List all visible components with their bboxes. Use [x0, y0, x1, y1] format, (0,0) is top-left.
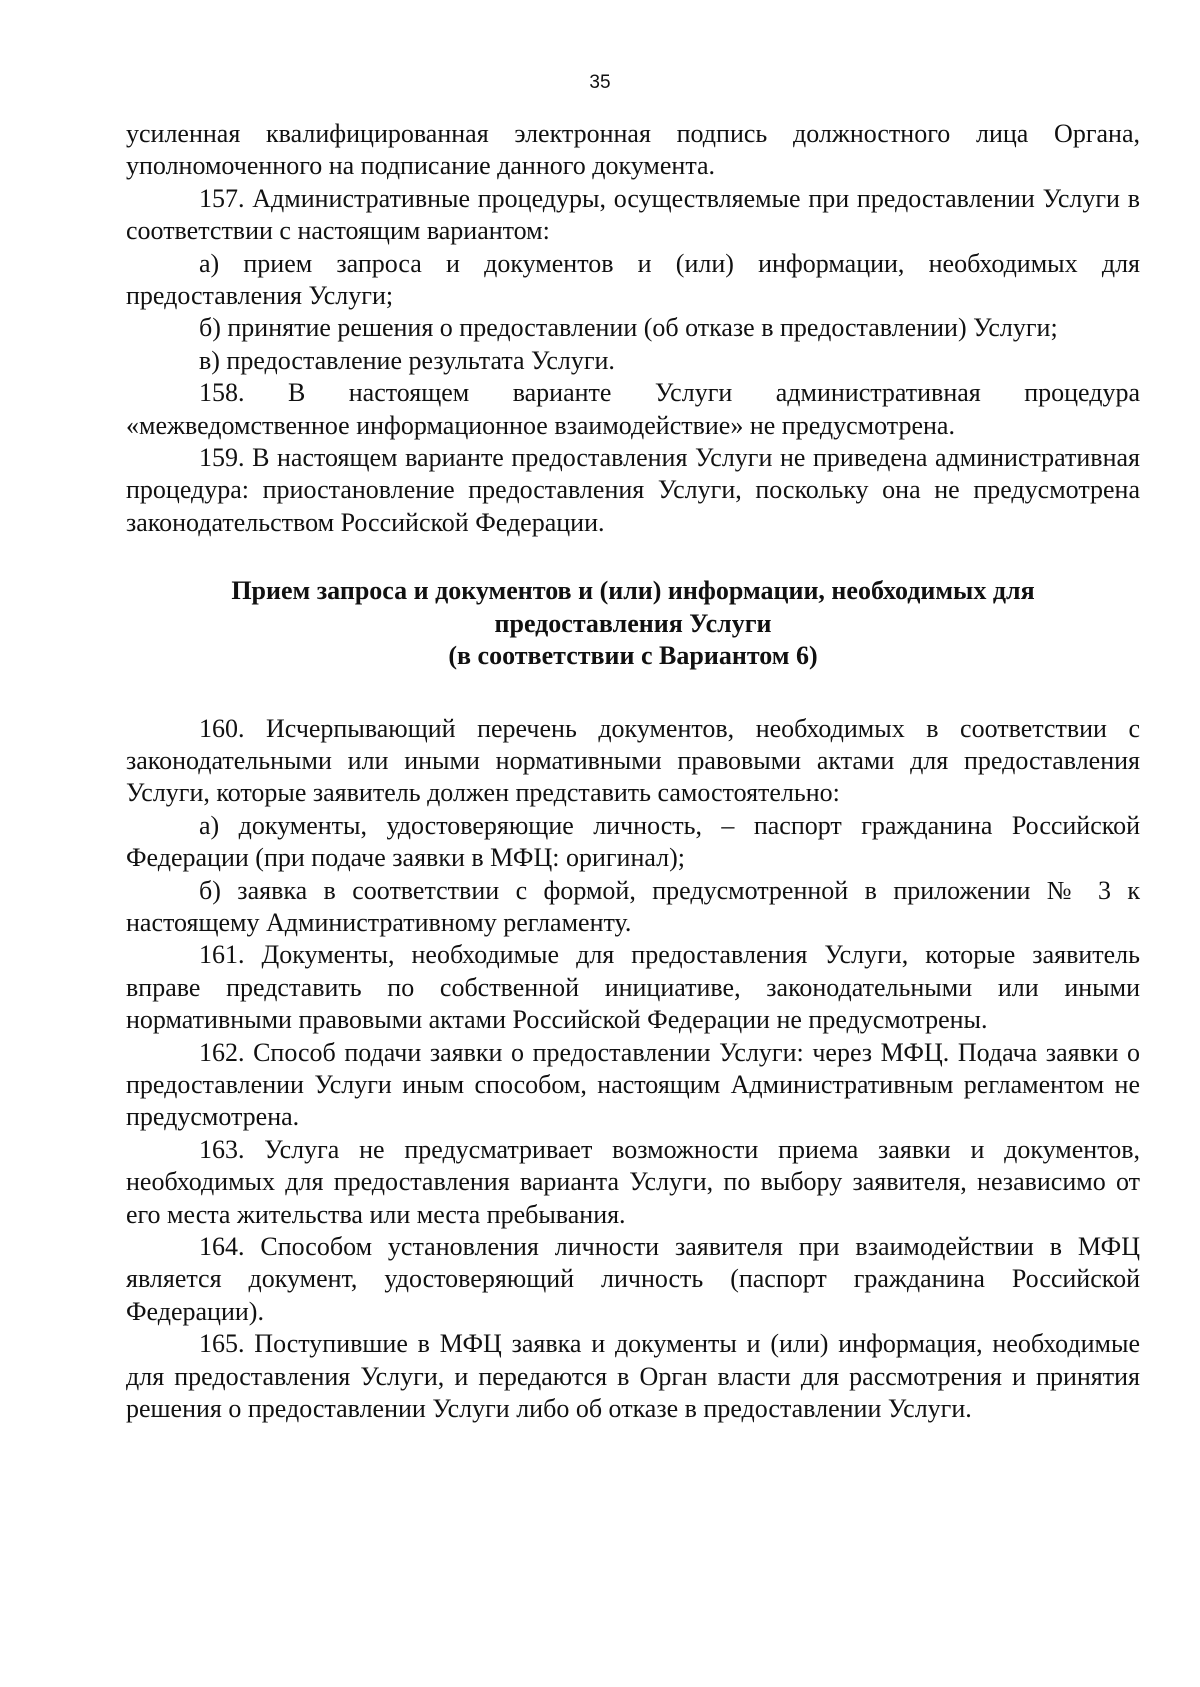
- section-heading: [126, 575, 1140, 672]
- paragraph-157-a: а) прием запроса и документов и (или) информации, необходимых для предоставления Услуги;: [126, 248, 1140, 311]
- page-number: 35: [589, 72, 611, 93]
- section-heading-line-2: предоставления Услуги: [494, 608, 772, 638]
- paragraph-162: 162. Способ подачи заявки о предоставлении Услуги: через МФЦ. Подача заявки о предоставлении Услуги иным способом, настоящим Административным регламентом не предусмотрена.: [126, 1037, 1140, 1132]
- paragraph-160-b: б) заявка в соответствии с формой, предусмотренной в приложении № 3 к настоящему Административному регламенту.: [126, 875, 1140, 937]
- paragraph-161: 161. Документы, необходимые для предоставления Услуги, которые заявитель вправе представить по собственной инициативе, законодательными или иными нормативными правовыми актами Российской Федерации не предусмотрены.: [126, 940, 1140, 1035]
- paragraph-160: 160. Исчерпывающий перечень документов, необходимых в соответствии с законодательными или иными нормативными правовыми актами для предоставления Услуги, которые заявитель должен представить самостоятельно:: [126, 713, 1140, 808]
- section-heading-line-1: Прием запроса и документов и (или) информации, необходимых для: [231, 576, 1035, 606]
- paragraph-158: 158. В настоящем варианте Услуги административная процедура «межведомственное информационное взаимодействие» не предусмотрена.: [126, 378, 1140, 440]
- document-body: [126, 118, 1140, 1425]
- paragraph-157-b: б) принятие решения о предоставлении (об отказе в предоставлении) Услуги;: [199, 313, 1058, 343]
- paragraph-157-c: в) предоставление результата Услуги.: [199, 345, 615, 375]
- paragraph-163: 163. Услуга не предусматривает возможности приема заявки и документов, необходимых для предоставления варианта Услуги, по выбору заявителя, независимо от его места жительства или места пребывания.: [126, 1134, 1140, 1229]
- paragraph-157: 157. Административные процедуры, осуществляемые при предоставлении Услуги в соответствии с настоящим вариантом:: [126, 183, 1140, 246]
- paragraph-164: 164. Способом установления личности заявителя при взаимодействии в МФЦ является документ, удостоверяющий личность (паспорт гражданина Российской Федерации).: [126, 1232, 1140, 1326]
- paragraph-continuation: усиленная квалифицированная электронная подпись должностного лица Органа, уполномоченного на подписание данного документа.: [126, 119, 1140, 181]
- paragraph-159: 159. В настоящем варианте предоставления Услуги не приведена административная процедура: приостановление предоставления Услуги, поскольку она не предусмотрена законодательством Российской Федерации.: [126, 443, 1140, 537]
- paragraph-165: 165. Поступившие в МФЦ заявка и документы и (или) информация, необходимые для предоставления Услуги, и передаются в Орган власти для рассмотрения и принятия решения о предоставлении Услуги либо об отказе в предоставлении Услуги.: [126, 1329, 1140, 1424]
- paragraph-160-a: а) документы, удостоверяющие личность, – паспорт гражданина Российской Федерации (при подаче заявки в МФЦ: оригинал);: [126, 810, 1140, 873]
- section-heading-line-3: (в соответствии с Вариантом 6): [448, 641, 818, 671]
